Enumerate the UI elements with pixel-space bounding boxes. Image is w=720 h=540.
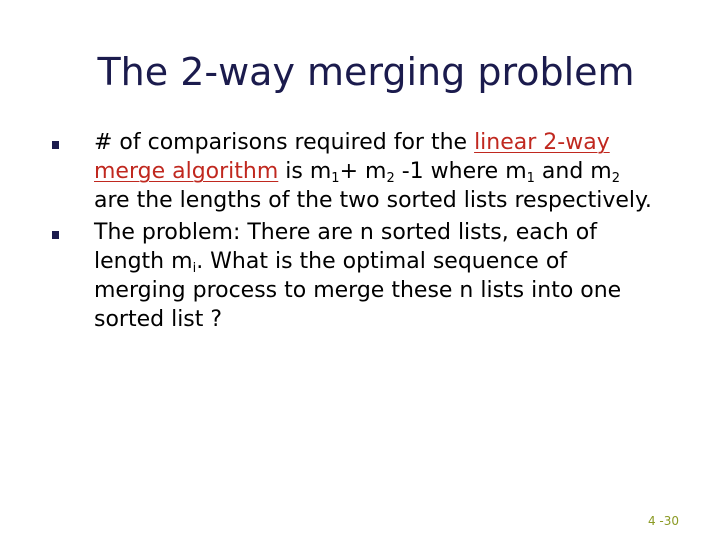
text-segment: -1 where m — [394, 159, 527, 184]
text-segment: are the lengths of the two sorted lists respectively. — [94, 188, 652, 213]
text-segment: . What is the optimal sequence of merging process to merge these n lists into one sorted list ? — [94, 249, 622, 332]
linear-merge-algorithm-link[interactable]: linear 2-way merge algorithm — [94, 130, 610, 184]
square-bullet-icon — [52, 141, 59, 149]
subscript: 1 — [331, 171, 340, 186]
bullet-item-problem — [52, 218, 692, 334]
bullet-text — [94, 128, 662, 215]
subscript: i — [192, 261, 197, 276]
bullet-list — [52, 128, 692, 337]
text-segment: is m — [278, 159, 332, 184]
text-segment: The problem: There are n sorted lists, each of length m — [94, 220, 597, 274]
text-segment: and m — [534, 159, 612, 184]
text-segment: # of comparisons required for the — [94, 130, 475, 155]
text-segment: + m — [339, 159, 387, 184]
subscript: 2 — [611, 171, 621, 186]
bullet-item-comparisons — [52, 128, 692, 215]
subscript: 2 — [386, 171, 395, 186]
square-bullet-icon — [52, 231, 59, 239]
slide-number: 4 -30 — [647, 514, 679, 528]
slide-title: The 2-way merging problem — [97, 50, 635, 94]
subscript: 1 — [526, 171, 535, 186]
bullet-text — [94, 218, 662, 334]
